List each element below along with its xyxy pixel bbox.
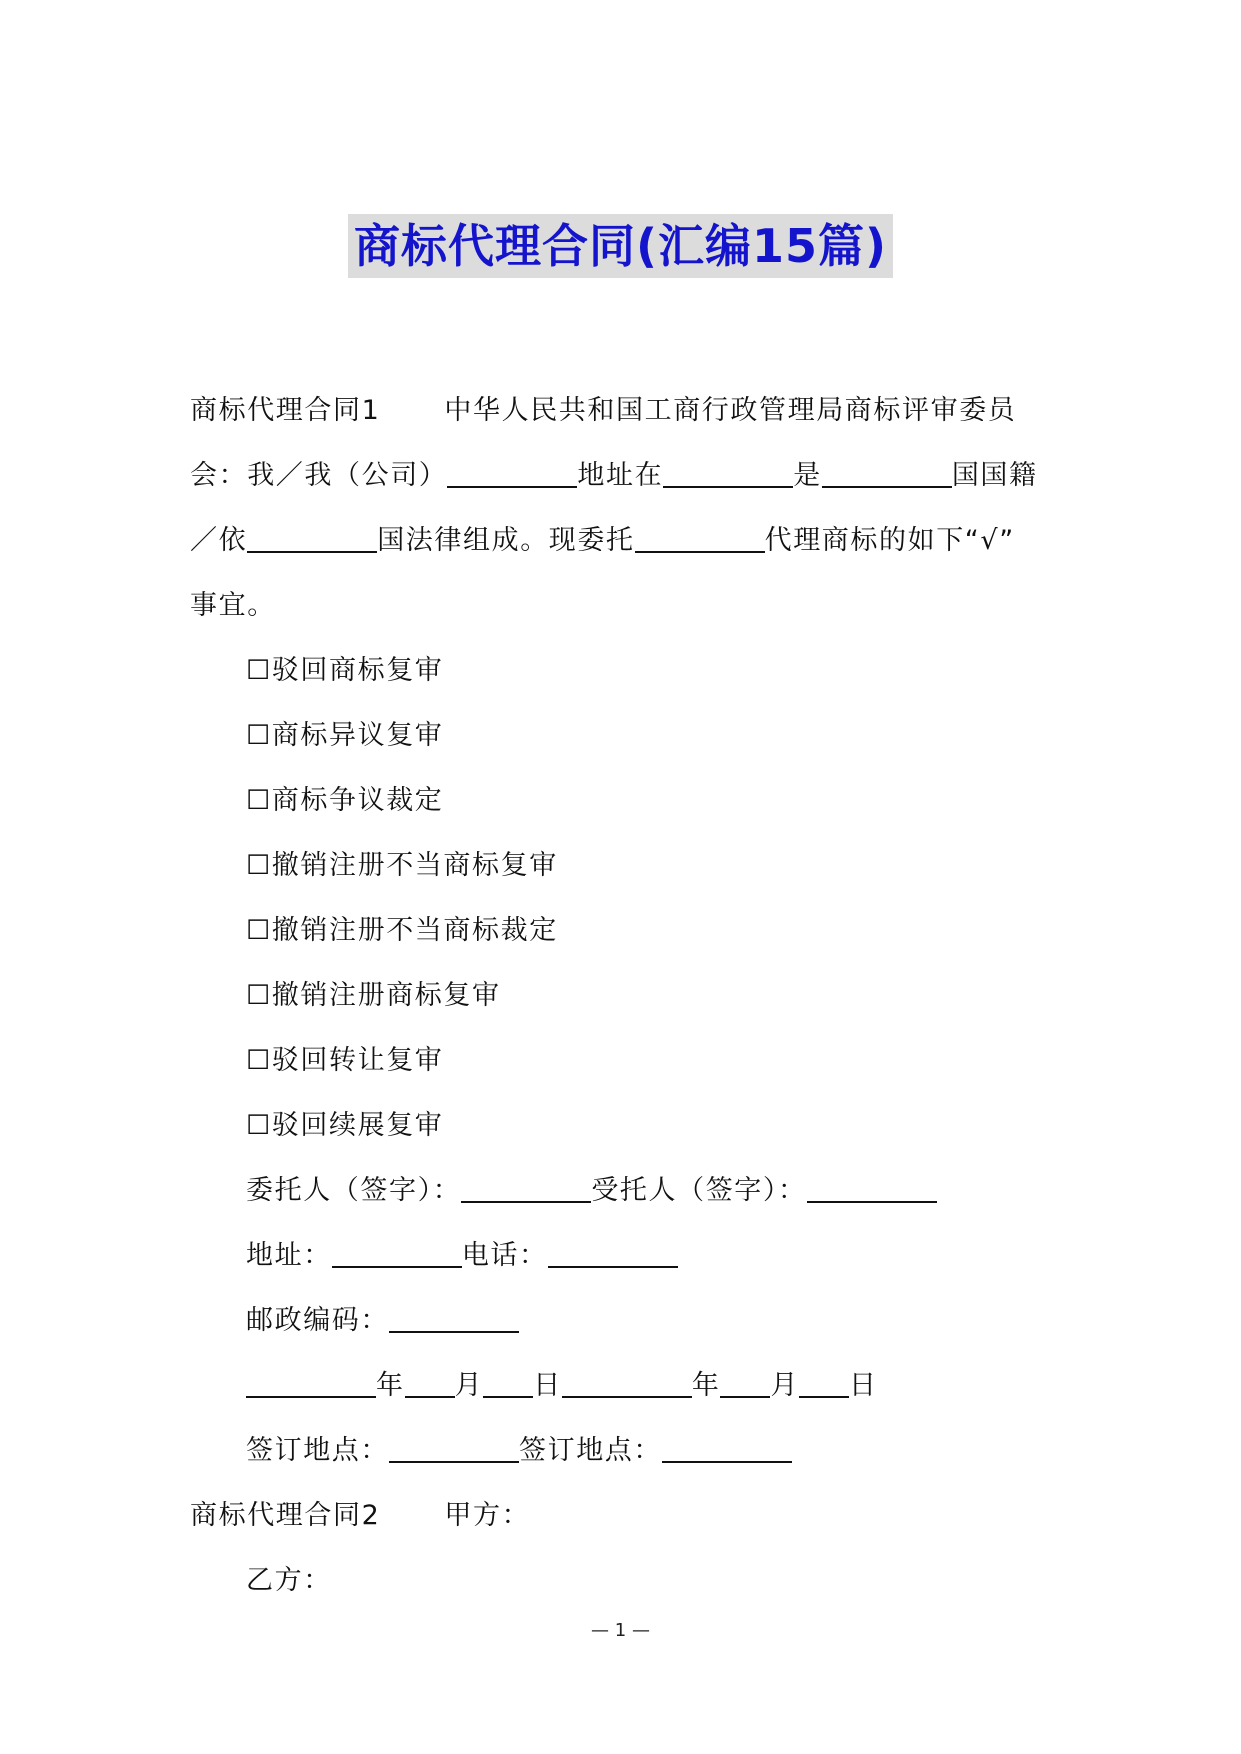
principal-signature-blank[interactable]	[461, 1167, 591, 1203]
fill-blank[interactable]	[635, 517, 765, 553]
checkbox-option[interactable]: ☐商标争议裁定	[246, 785, 444, 816]
paragraph-line: 商标代理合同1 中华人民共和国工商行政管理局商标评审委员	[190, 395, 1017, 426]
paragraph-line: ／依 国法律组成。现委托 代理商标的如下“√”	[190, 515, 1060, 580]
paragraph-line: 会：我／我（公司） 地址在 是 国国籍	[190, 450, 1060, 515]
party-a-label: 甲方：	[444, 1500, 531, 1531]
contract-heading: 商标代理合同2	[190, 1500, 381, 1531]
sign-place-blank[interactable]	[662, 1427, 792, 1463]
date-line: 年 月 日 年 月 日	[190, 1360, 1060, 1425]
address-blank[interactable]	[332, 1232, 462, 1268]
checkbox-option[interactable]: ☐驳回转让复审	[246, 1045, 444, 1076]
fill-blank[interactable]	[663, 452, 793, 488]
fill-blank[interactable]	[447, 452, 577, 488]
day-blank[interactable]	[483, 1362, 533, 1398]
document-body	[190, 385, 1060, 1620]
postcode-line: 邮政编码：	[190, 1295, 1060, 1360]
sign-place-blank[interactable]	[389, 1427, 519, 1463]
checkbox-option[interactable]: ☐驳回续展复审	[246, 1110, 444, 1141]
checkbox-option[interactable]: ☐撤销注册商标复审	[246, 980, 501, 1011]
page-title: 商标代理合同(汇编15篇)	[348, 214, 893, 278]
day-blank[interactable]	[799, 1362, 849, 1398]
year-blank[interactable]	[246, 1362, 376, 1398]
paragraph-line: 事宜。	[190, 590, 276, 621]
agent-signature-blank[interactable]	[807, 1167, 937, 1203]
year-blank[interactable]	[562, 1362, 692, 1398]
checkbox-option[interactable]: ☐撤销注册不当商标裁定	[246, 915, 558, 946]
month-blank[interactable]	[405, 1362, 455, 1398]
fill-blank[interactable]	[247, 517, 377, 553]
signature-line: 委托人（签字）： 受托人（签字）：	[190, 1165, 1060, 1230]
address-line: 地址： 电话：	[190, 1230, 1060, 1295]
sign-place-line: 签订地点： 签订地点：	[190, 1425, 1060, 1490]
paragraph-line	[190, 1490, 1060, 1555]
month-blank[interactable]	[720, 1362, 770, 1398]
checkbox-option[interactable]: ☐商标异议复审	[246, 720, 444, 751]
phone-blank[interactable]	[548, 1232, 678, 1268]
checkbox-option[interactable]: ☐撤销注册不当商标复审	[246, 850, 558, 881]
fill-blank[interactable]	[822, 452, 952, 488]
page-number: — 1 —	[591, 1620, 650, 1641]
postcode-blank[interactable]	[389, 1297, 519, 1333]
contract-heading: 商标代理合同1	[190, 395, 381, 426]
party-b-label: 乙方：	[246, 1565, 332, 1596]
checkbox-option[interactable]: ☐驳回商标复审	[246, 655, 444, 686]
